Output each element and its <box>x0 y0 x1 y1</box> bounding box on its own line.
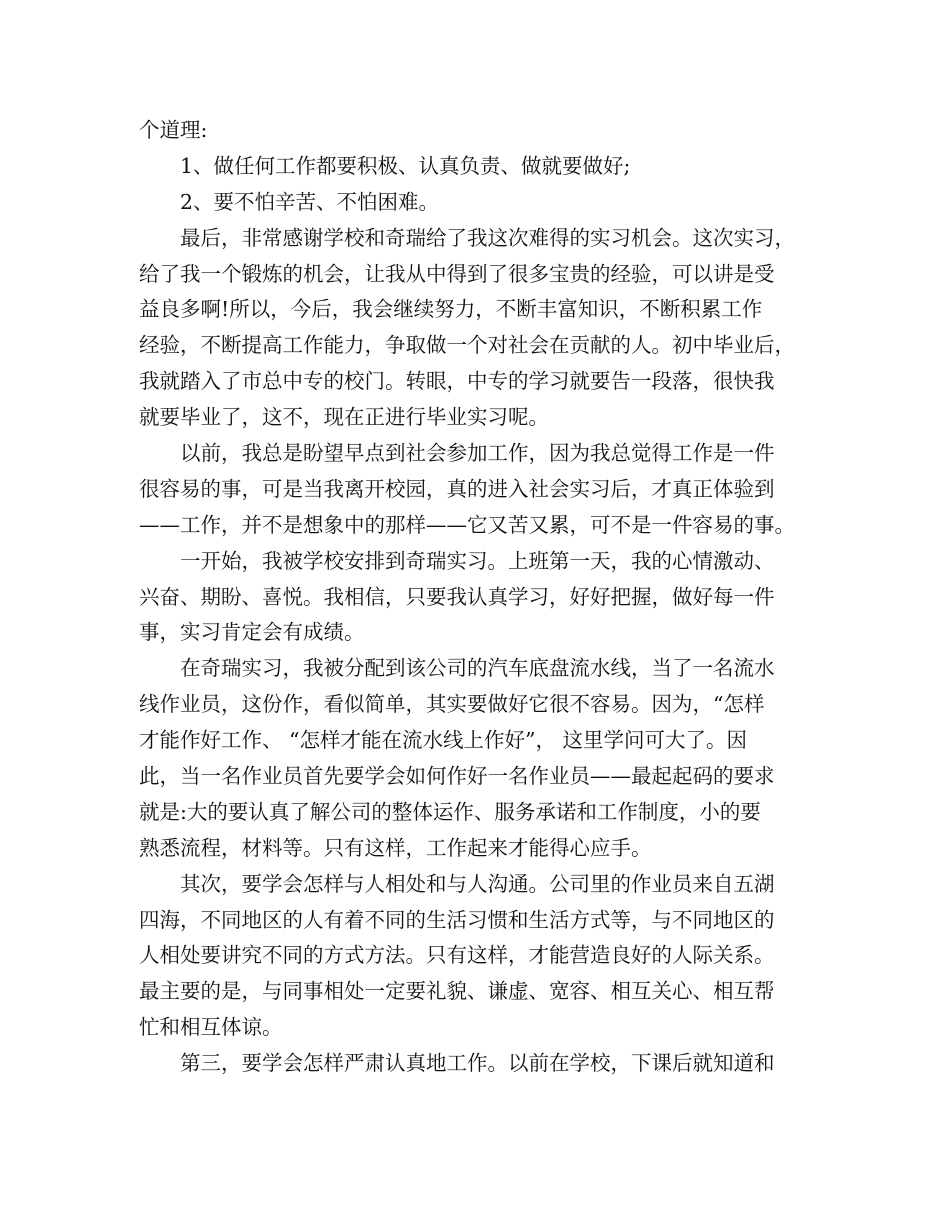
text-line: 2、要不怕辛苦、不怕困难。 <box>180 189 440 214</box>
text-line: 最后，非常感谢学校和奇瑞给了我这次难得的实习机会。这次实习， <box>180 225 795 250</box>
text-line: 很容易的事，可是当我离开校园，真的进入社会实习后，才真正体验到 <box>139 476 775 501</box>
text-line: 给了我一个锻炼的机会，让我从中得到了很多宝贵的经验，可以讲是受 <box>139 261 775 286</box>
text-line: 四海，不同地区的人有着不同的生活习惯和生活方式等，与不同地区的 <box>139 907 775 932</box>
text-line: 1、做任何工作都要积极、认真负责、做就要做好; <box>180 153 631 178</box>
text-line: 以前，我总是盼望早点到社会参加工作，因为我总觉得工作是一件 <box>180 441 775 466</box>
text-line: ——工作，并不是想象中的那样——它又苦又累，可不是一件容易的事。 <box>139 512 795 537</box>
text-line: 最主要的是，与同事相处一定要礼貌、谦虚、宽容、相互关心、相互帮 <box>139 979 775 1004</box>
text-line: 第三，要学会怎样严肃认真地工作。以前在学校，下课后就知道和 <box>180 1051 775 1076</box>
text-line: 就要毕业了，这不，现在正进行毕业实习呢。 <box>139 405 549 430</box>
text-line: 一开始，我被学校安排到奇瑞实习。上班第一天，我的心情激动、 <box>180 548 775 573</box>
text-line: 此，当一名作业员首先要学会如何作好一名作业员——最起起码的要求 <box>139 764 775 789</box>
text-line: 人相处要讲究不同的方式方法。只有这样，才能营造良好的人际关系。 <box>139 943 775 968</box>
text-line: 在奇瑞实习，我被分配到该公司的汽车底盘流水线，当了一名流水 <box>180 656 775 681</box>
text-line: 兴奋、期盼、喜悦。我相信，只要我认真学习，好好把握，做好每一件 <box>139 584 775 609</box>
text-line: 我就踏入了市总中专的校门。转眼，中专的学习就要告一段落，很快我 <box>139 369 775 394</box>
text-line: 个道理: <box>139 118 208 142</box>
text-line: 忙和相互体谅。 <box>139 1015 283 1040</box>
text-line: 才能作好工作、 “怎样才能在流水线上作好”， 这里学问可大了。因 <box>139 728 747 753</box>
text-line: 其次，要学会怎样与人相处和与人沟通。公司里的作业员来自五湖 <box>180 871 775 896</box>
text-line: 就是:大的要认真了解公司的整体运作、服务承诺和工作制度，小的要 <box>139 799 761 824</box>
text-line: 益良多啊!所以，今后，我会继续努力，不断丰富知识，不断积累工作 <box>139 297 763 322</box>
text-line: 事，实习肯定会有成绩。 <box>139 620 365 645</box>
text-line: 熟悉流程，材料等。只有这样，工作起来才能得心应手。 <box>139 835 652 860</box>
text-line: 经验，不断提高工作能力，争取做一个对社会在贡献的人。初中毕业后， <box>139 333 795 358</box>
text-line: 线作业员，这份作，看似简单，其实要做好它很不容易。因为，“怎样 <box>139 692 765 717</box>
body-text <box>139 113 823 1082</box>
